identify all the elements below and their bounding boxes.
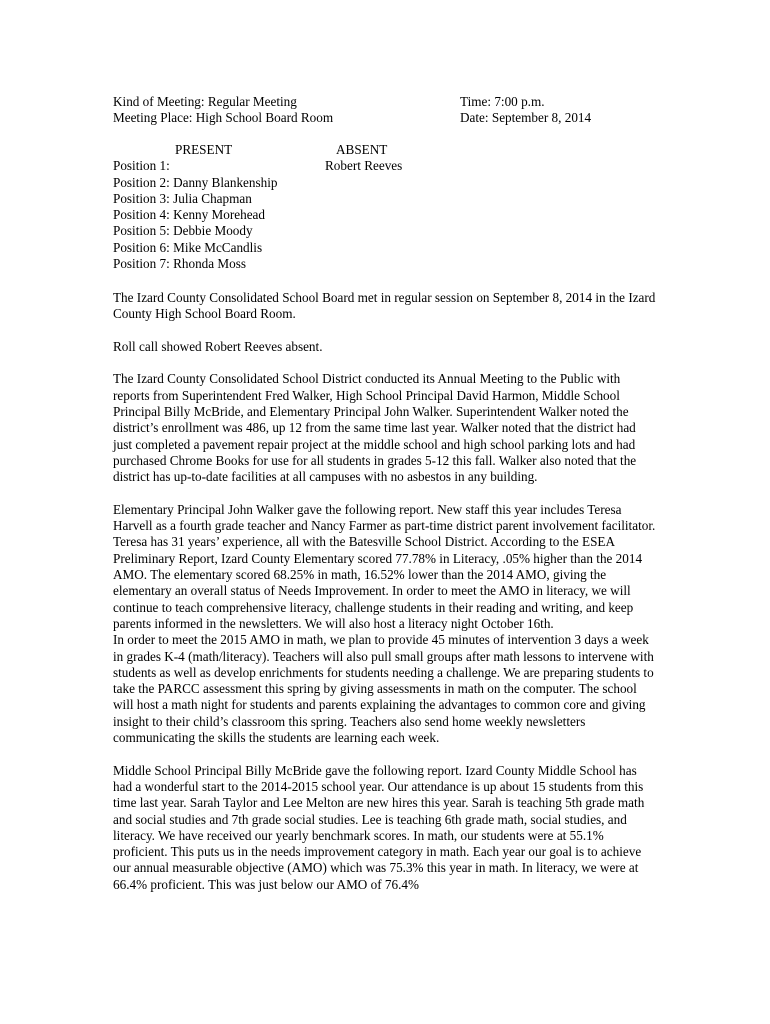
header-row-2 — [113, 110, 673, 126]
absent-member: Robert Reeves — [325, 158, 403, 174]
meeting-header — [113, 94, 673, 127]
paragraph-elementary-report: Elementary Principal John Walker gave the following report. New staff this year includes Teresa Harvell as a fourth grade teacher and Nancy Farmer as part-time district parent involvement facilitator. Teresa has 31 years’ experience, all with the Batesville School District. According to the ESEA Preliminary Report, Izard County Elementary scored 77.78% in Literacy, .05% higher than the 2014 AMO. The elementary scored 68.25% in math, 16.52% lower than the 2014 AMO, giving the elementary an overall status of Needs Improvement. In order to meet the AMO in literacy, we will continue to teach comprehensive literacy, challenge students in their reading and writing, and keep parents informed in the newsletters. We will also host a literacy night October 16th. — [113, 501, 656, 631]
paragraph-roll-call: Roll call showed Robert Reeves absent. — [113, 338, 323, 354]
paragraph-session-opening: The Izard County Consolidated School Board met in regular session on September 8, 2014 in the Izard County High School Board Room. — [113, 290, 656, 322]
header-row-1 — [113, 94, 673, 110]
meeting-place: Meeting Place: High School Board Room — [113, 110, 334, 126]
meeting-date: Date: September 8, 2014 — [460, 110, 592, 126]
absent-heading: ABSENT — [336, 142, 388, 157]
minutes-body — [113, 290, 658, 909]
present-heading: PRESENT — [175, 142, 233, 157]
paragraph-elementary-math-plan: In order to meet the 2015 AMO in math, we plan to provide 45 minutes of intervention 3 days a week in grades K-4 (math/literacy). Teachers will also pull small groups after math lessons to intervene with students as well as develop enrichments for students needing a challenge. We are preparing students to take the PARCC assessment this spring by giving assessments in math on the computer. The school will host a math night for students and parents explaining the advantages to common core and giving insight to their child’s classroom this spring. Teachers also send home weekly newsletters communicating the skills the students are learning each week. — [113, 632, 654, 746]
present-member: Position 5: Debbie Moody — [113, 223, 253, 239]
present-member: Position 6: Mike McCandlis — [113, 239, 263, 255]
paragraph-middle-school-report: Middle School Principal Billy McBride gave the following report. Izard County Middle School has had a wonderful start to the 2014-2015 school year. Our attendance is up about 15 students from this time last year. Sarah Taylor and Lee Melton are new hires this year. Sarah is teaching 5th grade math and social studies and 7th grade social studies. Lee is teaching 6th grade math, social studies, and literacy. We have received our yearly benchmark scores. In math, our students were at 55.1% proficient. This puts us in the needs improvement category in math. Each year our goal is to achieve our annual measurable objective (AMO) which was 75.3% this year in math. In literacy, we were at 66.4% proficient. This was just below our AMO of 76.4% — [113, 762, 645, 892]
paragraph-annual-meeting: The Izard County Consolidated School District conducted its Annual Meeting to the Public with reports from Superintendent Fred Walker, High School Principal David Harmon, Middle School Principal Billy McBride, and Elementary Principal John Walker. Superintendent Walker noted the district’s enrollment was 486, up 12 from the same time last year. Walker noted that the district had just completed a pavement repair project at the middle school and high school parking lots and had purchased Chrome Books for use for all students in grades 5-12 this fall. Walker also noted that the district has up-to-date facilities at all campuses with no asbestos in any building. — [113, 371, 637, 485]
present-member: Position 4: Kenny Morehead — [113, 207, 266, 223]
kind-of-meeting: Kind of Meeting: Regular Meeting — [113, 94, 297, 109]
present-member: Position 3: Julia Chapman — [113, 190, 252, 206]
present-member: Position 2: Danny Blankenship — [113, 174, 278, 190]
present-member: Position 7: Rhonda Moss — [113, 256, 246, 272]
present-member: Position 1: — [113, 158, 170, 174]
present-column — [113, 142, 323, 272]
absent-column — [325, 142, 485, 175]
meeting-time: Time: 7:00 p.m. — [460, 94, 545, 109]
